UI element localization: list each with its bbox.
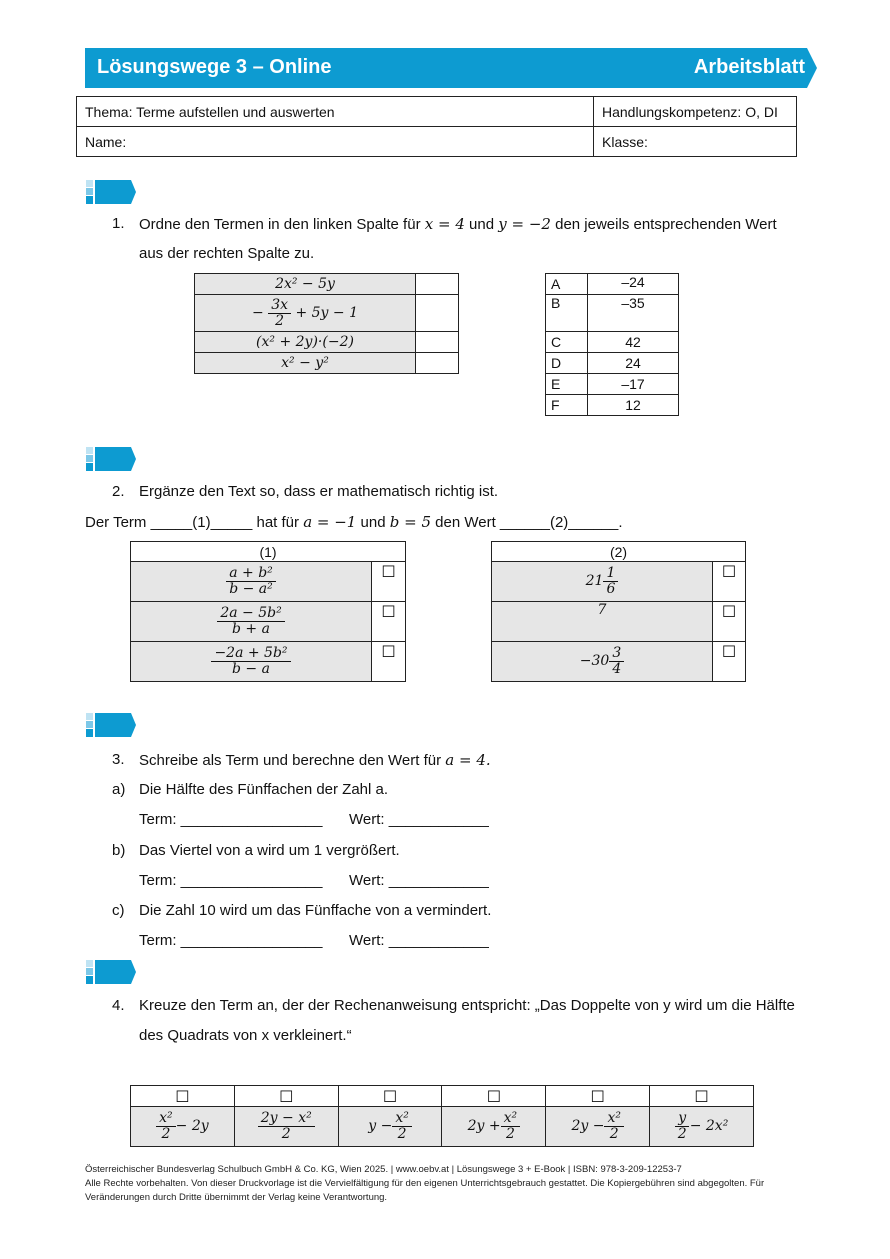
section-marker-icon (86, 180, 136, 204)
option-term (234, 1107, 338, 1147)
topic-cell: Thema: Terme aufstellen und auswerten (77, 97, 594, 127)
option-term: $\frac{y}{2}$ − 2x² (650, 1107, 754, 1147)
task3-item-text: Das Viertel von a wird um 1 vergrößert. (139, 842, 400, 859)
competence-cell: Handlungskompetenz: O, DI (594, 97, 797, 127)
section-marker-icon (86, 447, 136, 471)
fraction: $\frac{\text{x²}}{2}$ (392, 1111, 412, 1141)
value-letter: C (546, 332, 588, 353)
value-cell: –24 (588, 274, 679, 295)
footer-line: Österreichischer Bundesverlag Schulbuch GmbH & Co. KG, Wien 2025. | www.oebv.at | Lösungswege 3 + E-Book | ISBN: 978-3-209-12253-7 (85, 1164, 682, 1175)
value-cell: 12 (588, 395, 679, 416)
option-checkbox[interactable]: ☐ (546, 1086, 650, 1107)
task2-option-table-2 (491, 541, 746, 682)
value-letter: A (546, 274, 588, 295)
fraction: $\frac{\text{2y − x²}}{2}$ (258, 1111, 315, 1141)
page-title: Lösungswege 3 – Online (97, 56, 332, 78)
term-cell: − $\frac{3x}{2}$ + 5y − 1 (195, 295, 416, 332)
value-answer-field[interactable]: Wert: ____________ (349, 811, 489, 828)
value-cell: 42 (588, 332, 679, 353)
fraction: $\frac{\text{2a − 5b²}}{b + a}$ (217, 606, 284, 636)
value-cell: –17 (588, 374, 679, 395)
task2-option-table-1 (130, 541, 406, 682)
value-letter: F (546, 395, 588, 416)
fraction: $\frac{3x}{2}$ (268, 298, 291, 328)
section-marker-icon (86, 713, 136, 737)
task4-text-line2: des Quadrats von x verkleinert.“ (139, 1027, 352, 1044)
value-answer-field[interactable]: Wert: ____________ (349, 932, 489, 949)
fraction: $\frac{3}{4}$ (609, 646, 624, 676)
column-header: (1) (131, 542, 406, 562)
option-term: y − $\frac{\text{x²}}{2}$ (338, 1107, 442, 1147)
task4-number: 4. (112, 997, 125, 1014)
value-answer-field[interactable]: Wert: ____________ (349, 872, 489, 889)
task1-number: 1. (112, 215, 125, 232)
value-letter: E (546, 374, 588, 395)
value-cell: 24 (588, 353, 679, 374)
answer-input[interactable] (416, 274, 459, 295)
section-marker-icon (86, 960, 136, 984)
task3-item-text: Die Hälfte des Fünffachen der Zahl a. (139, 781, 389, 798)
value-cell: –35 (588, 295, 679, 332)
task1-text: Ordne den Termen in den linken Spalte für x = 4 und y = −2 den jeweils entsprechenden Wert (139, 215, 777, 233)
task3-item-label: b) (112, 842, 126, 859)
task4-text: Kreuze den Term an, der der Rechenanweisung entspricht: „Das Doppelte von y wird um die Hälfte (139, 997, 795, 1014)
option-term: 7 (492, 602, 713, 642)
option-checkbox[interactable]: ☐ (131, 1086, 235, 1107)
column-header: (2) (492, 542, 746, 562)
fraction: $\frac{\text{−2a + 5b²}}{b - a}$ (211, 646, 290, 676)
fraction: $\frac{1}{6}$ (603, 566, 618, 596)
class-field[interactable]: Klasse: (594, 127, 797, 157)
task2-sentence: Der Term _____(1)_____ hat für a = −1 und b = 5 den Wert ______(2)______. (85, 513, 623, 531)
option-term: 2y − $\frac{\text{x²}}{2}$ (546, 1107, 650, 1147)
task1-value-table (545, 273, 679, 416)
term-cell: (x² + 2y)·(−2) (195, 332, 416, 353)
answer-input[interactable] (416, 332, 459, 353)
task1-term-table (194, 273, 459, 374)
fraction: $\frac{\text{x²}}{2}$ (604, 1111, 624, 1141)
task3-item-text: Die Zahl 10 wird um das Fünffache von a vermindert. (139, 902, 492, 919)
info-table (76, 96, 797, 157)
option-checkbox[interactable]: ☐ (338, 1086, 442, 1107)
term-answer-field[interactable]: Term: _________________ (139, 811, 323, 828)
task4-option-table (130, 1085, 754, 1147)
term-answer-field[interactable]: Term: _________________ (139, 872, 323, 889)
option-checkbox[interactable]: ☐ (372, 642, 406, 682)
option-checkbox[interactable]: ☐ (372, 602, 406, 642)
value-letter: D (546, 353, 588, 374)
task3-item-label: c) (112, 902, 125, 919)
option-checkbox[interactable]: ☐ (713, 642, 746, 682)
fraction: $\frac{\text{x²}}{2}$ (501, 1111, 521, 1141)
fraction: $\frac{\text{x²}}{2}$ (156, 1111, 176, 1141)
option-term (131, 642, 372, 682)
answer-input[interactable] (416, 353, 459, 374)
fraction: $\frac{\text{a + b²}}{\text{b − a²}}$ (226, 566, 276, 596)
option-term (131, 602, 372, 642)
task1-text-line2: aus der rechten Spalte zu. (139, 245, 315, 262)
worksheet-label: Arbeitsblatt (693, 56, 805, 78)
option-checkbox[interactable]: ☐ (713, 602, 746, 642)
option-checkbox[interactable]: ☐ (442, 1086, 546, 1107)
value-letter: B (546, 295, 588, 332)
task2-number: 2. (112, 483, 125, 500)
footer-line: Veränderungen durch Dritte übernimmt der Verlag keine Verantwortung. (85, 1192, 388, 1203)
option-term (131, 562, 372, 602)
option-term: 21 $\frac{1}{6}$ (492, 562, 713, 602)
option-checkbox[interactable]: ☐ (713, 562, 746, 602)
answer-input[interactable] (416, 295, 459, 332)
footer (85, 1163, 805, 1205)
option-checkbox[interactable]: ☐ (650, 1086, 754, 1107)
option-checkbox[interactable]: ☐ (372, 562, 406, 602)
term-cell: x² − y² (195, 353, 416, 374)
term-cell: 2x² − 5y (195, 274, 416, 295)
term-answer-field[interactable]: Term: _________________ (139, 932, 323, 949)
option-term: 2y + $\frac{\text{x²}}{2}$ (442, 1107, 546, 1147)
task2-text: Ergänze den Text so, dass er mathematisch richtig ist. (139, 483, 499, 500)
fraction: $\frac{y}{2}$ (675, 1111, 690, 1141)
option-term: $\frac{\text{x²}}{2}$ − 2y (131, 1107, 235, 1147)
footer-line: Alle Rechte vorbehalten. Von dieser Druckvorlage ist die Vervielfältigung für den eigenen Unterrichtsgebrauch gestattet. Die Kopiergebühren sind abgegolten. Für (85, 1178, 765, 1189)
option-term: −30 $\frac{3}{4}$ (492, 642, 713, 682)
task3-item-label: a) (112, 781, 126, 798)
name-field[interactable]: Name: (77, 127, 594, 157)
option-checkbox[interactable]: ☐ (234, 1086, 338, 1107)
task3-text: Schreibe als Term und berechne den Wert für a = 4. (139, 751, 491, 769)
task3-number: 3. (112, 751, 125, 768)
